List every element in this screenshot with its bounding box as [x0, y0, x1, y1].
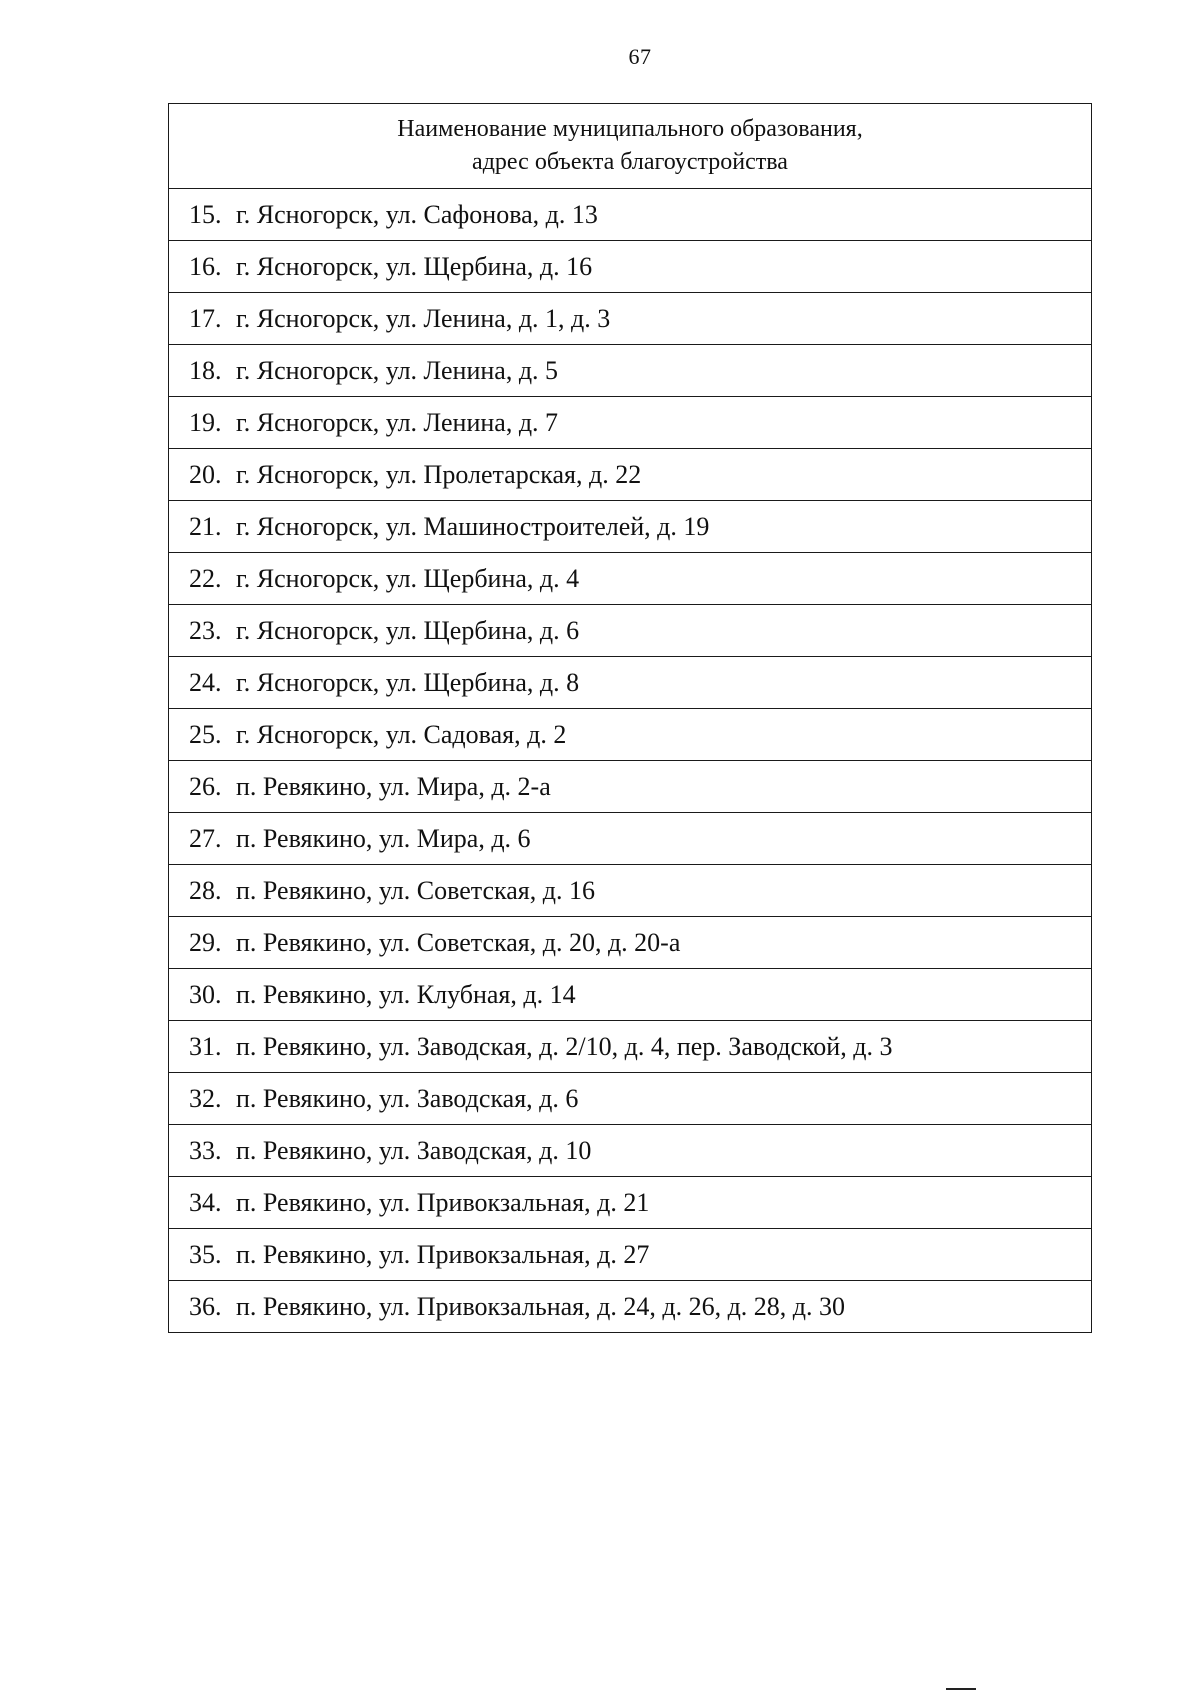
row-number: 26.: [189, 771, 222, 801]
table-header-cell: [169, 104, 1092, 189]
table-row: [169, 553, 1092, 605]
table-cell: [169, 865, 1092, 917]
table-row: [169, 1229, 1092, 1281]
table-cell: [169, 1073, 1092, 1125]
table-row: [169, 449, 1092, 501]
row-number: 27.: [189, 823, 222, 853]
table-cell: [169, 1125, 1092, 1177]
row-address: п. Ревякино, ул. Привокзальная, д. 24, д. 26, д. 28, д. 30: [236, 1291, 846, 1321]
table-row: [169, 1177, 1092, 1229]
table-cell: [169, 1281, 1092, 1333]
table-row: [169, 293, 1092, 345]
row-number: 17.: [189, 303, 222, 333]
row-number: 16.: [189, 251, 222, 281]
table-cell: [169, 605, 1092, 657]
row-number: 18.: [189, 355, 222, 385]
table-cell: [169, 917, 1092, 969]
row-address: г. Ясногорск, ул. Щербина, д. 4: [236, 563, 580, 593]
row-address: п. Ревякино, ул. Заводская, д. 10: [236, 1135, 592, 1165]
table-row: [169, 1073, 1092, 1125]
row-address: п. Ревякино, ул. Советская, д. 16: [236, 875, 595, 905]
table-cell: [169, 969, 1092, 1021]
row-number: 15.: [189, 199, 222, 229]
table-cell: [169, 1177, 1092, 1229]
row-address: п. Ревякино, ул. Привокзальная, д. 21: [236, 1187, 650, 1217]
row-number: 33.: [189, 1135, 222, 1165]
table-row: [169, 241, 1092, 293]
row-address: г. Ясногорск, ул. Сафонова, д. 13: [236, 199, 598, 229]
table-row: [169, 1281, 1092, 1333]
table-cell: [169, 553, 1092, 605]
row-address: п. Ревякино, ул. Привокзальная, д. 27: [236, 1239, 650, 1269]
row-address: г. Ясногорск, ул. Щербина, д. 8: [236, 667, 580, 697]
row-address: г. Ясногорск, ул. Щербина, д. 16: [236, 251, 593, 281]
table-row: [169, 605, 1092, 657]
table-row: [169, 865, 1092, 917]
row-number: 36.: [189, 1291, 222, 1321]
row-number: 21.: [189, 511, 222, 541]
row-number: 23.: [189, 615, 222, 645]
table-row: [169, 1021, 1092, 1073]
row-number: 35.: [189, 1239, 222, 1269]
table-row: [169, 969, 1092, 1021]
table-cell: [169, 657, 1092, 709]
row-address: п. Ревякино, ул. Мира, д. 2-а: [236, 771, 551, 801]
row-address: г. Ясногорск, ул. Ленина, д. 1, д. 3: [236, 303, 611, 333]
address-table: [168, 103, 1092, 1333]
table-row: [169, 501, 1092, 553]
row-address: г. Ясногорск, ул. Машиностроителей, д. 19: [236, 511, 710, 541]
row-address: г. Ясногорск, ул. Ленина, д. 7: [236, 407, 559, 437]
table-cell: [169, 397, 1092, 449]
table-row: [169, 657, 1092, 709]
table-row: [169, 189, 1092, 241]
row-number: 30.: [189, 979, 222, 1009]
table-row: [169, 1125, 1092, 1177]
table-cell: [169, 1229, 1092, 1281]
table-cell: [169, 293, 1092, 345]
table-cell: [169, 813, 1092, 865]
table-body: [169, 189, 1092, 1333]
table-cell: [169, 709, 1092, 761]
page-number: 67: [628, 44, 652, 69]
row-number: 32.: [189, 1083, 222, 1113]
table-row: [169, 761, 1092, 813]
table-row: [169, 813, 1092, 865]
table-row: [169, 709, 1092, 761]
row-address: г. Ясногорск, ул. Ленина, д. 5: [236, 355, 559, 385]
row-number: 20.: [189, 459, 222, 489]
table-cell: [169, 761, 1092, 813]
table-row: [169, 397, 1092, 449]
row-address: п. Ревякино, ул. Заводская, д. 2/10, д. 4, пер. Заводской, д. 3: [236, 1031, 893, 1061]
row-number: 19.: [189, 407, 222, 437]
row-address: п. Ревякино, ул. Мира, д. 6: [236, 823, 531, 853]
row-address: п. Ревякино, ул. Советская, д. 20, д. 20-а: [236, 927, 681, 957]
row-number: 22.: [189, 563, 222, 593]
table-header-line: адрес объекта благоустройства: [472, 149, 788, 175]
row-address: п. Ревякино, ул. Клубная, д. 14: [236, 979, 576, 1009]
table-cell: [169, 345, 1092, 397]
table-header-line: Наименование муниципального образования,: [397, 116, 863, 142]
row-address: г. Ясногорск, ул. Щербина, д. 6: [236, 615, 580, 645]
table-cell: [169, 501, 1092, 553]
row-number: 31.: [189, 1031, 222, 1061]
row-address: п. Ревякино, ул. Заводская, д. 6: [236, 1083, 579, 1113]
table-cell: [169, 449, 1092, 501]
row-number: 34.: [189, 1187, 222, 1217]
table-header-row: [169, 104, 1092, 189]
table-row: [169, 345, 1092, 397]
table-cell: [169, 241, 1092, 293]
row-number: 29.: [189, 927, 222, 957]
table-row: [169, 917, 1092, 969]
table-cell: [169, 189, 1092, 241]
row-number: 28.: [189, 875, 222, 905]
row-number: 24.: [189, 667, 222, 697]
table-cell: [169, 1021, 1092, 1073]
row-number: 25.: [189, 719, 222, 749]
row-address: г. Ясногорск, ул. Садовая, д. 2: [236, 719, 567, 749]
footer-dash: [946, 1688, 976, 1690]
row-address: г. Ясногорск, ул. Пролетарская, д. 22: [236, 459, 642, 489]
